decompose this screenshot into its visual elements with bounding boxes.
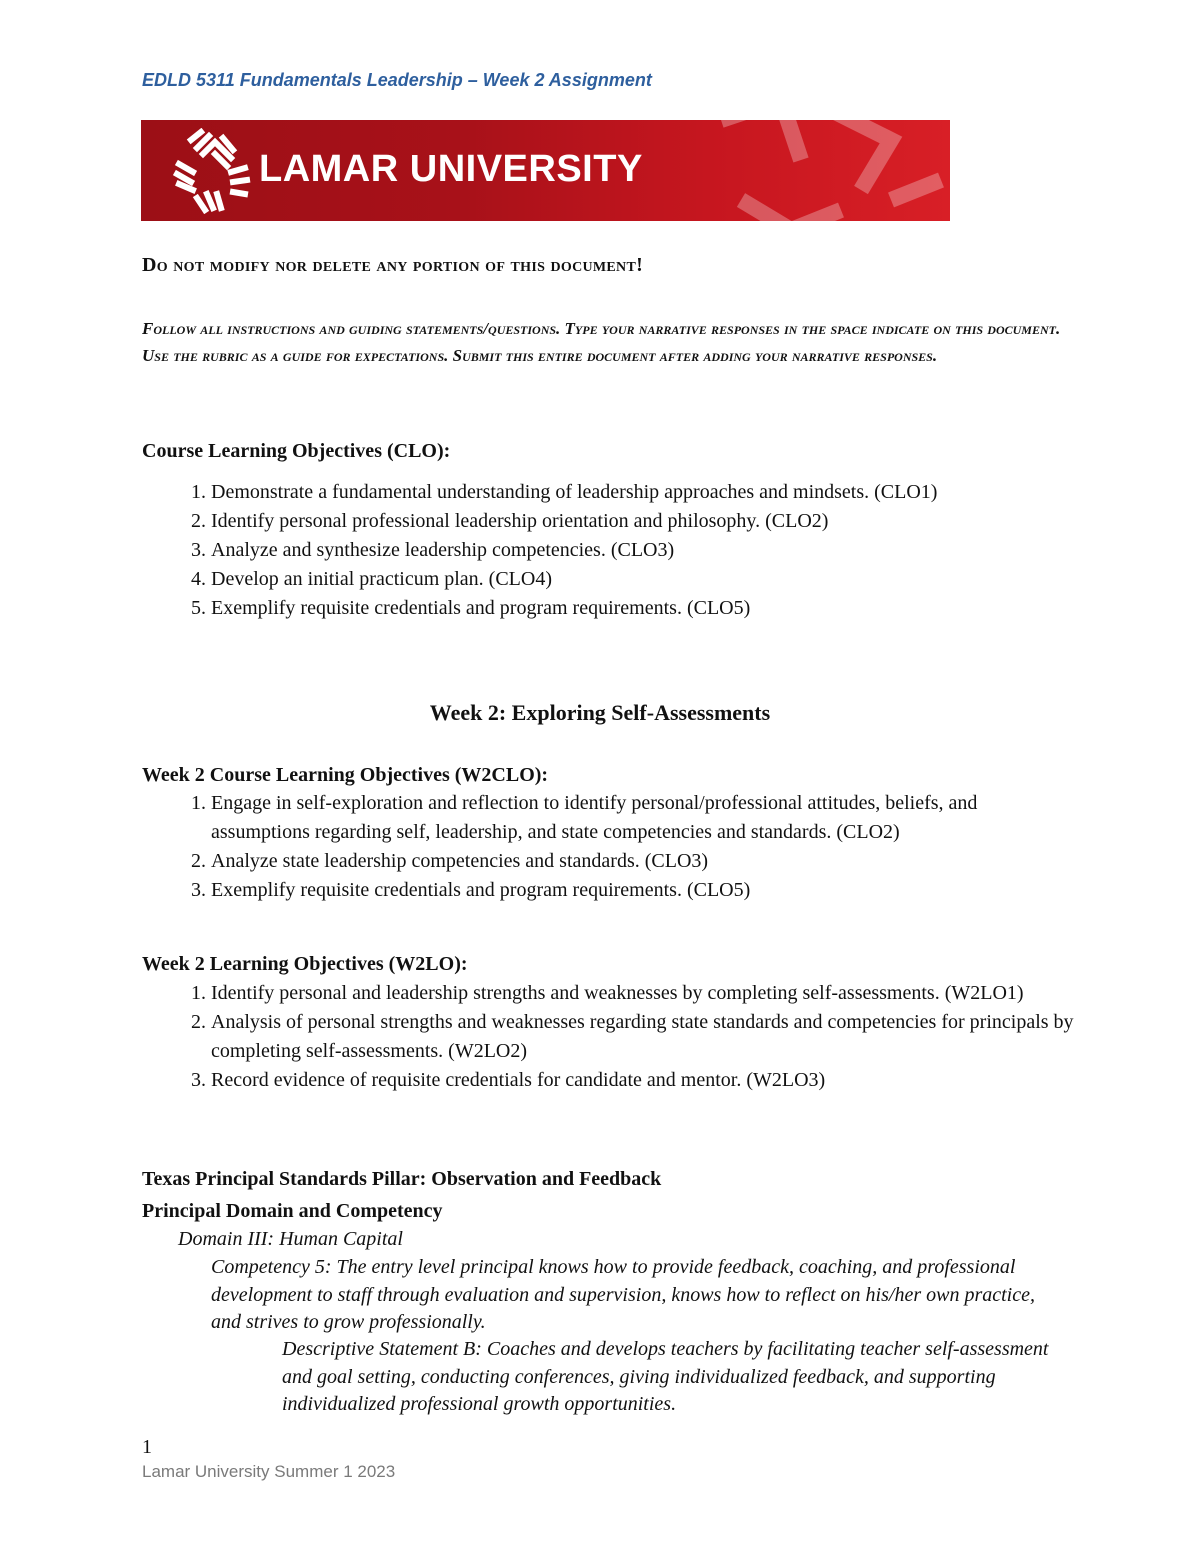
list-item: 3. Record evidence of requisite credentials for candidate and mentor. (W2LO3)	[211, 1066, 1081, 1095]
descriptive-statement: Descriptive Statement B: Coaches and develops teachers by facilitating teacher self-assessment and goal setting, conducting conferences, giving individualized feedback, and supporting individualized professional growth opportunities.	[282, 1338, 1049, 1415]
list-item: 2. Identify personal professional leadership orientation and philosophy. (CLO2)	[211, 507, 1081, 536]
clo-list	[142, 478, 1081, 623]
competency-statement: Competency 5: The entry level principal knows how to provide feedback, coaching, and professional development to staff through evaluation and supervision, knows how to reflect on his/her own practice, and strives to grow professionally.	[211, 1256, 1035, 1333]
university-wordmark: LAMAR UNIVERSITY	[259, 148, 643, 190]
instructions-text: Follow all instructions and guiding statements/questions. Type your narrative responses in the space indicate on this document. Use the rubric as a guide for expectations. Submit this entire document after adding your narrative responses.	[142, 319, 1061, 365]
list-item: 1. Engage in self-exploration and reflection to identify personal/professional attitudes, beliefs, and assumptions regarding self, leadership, and state competencies and standards. (CLO2)	[211, 789, 1081, 847]
document-header-title: EDLD 5311 Fundamentals Leadership – Week 2 Assignment	[142, 70, 652, 90]
footer-text: Lamar University Summer 1 2023	[142, 1462, 396, 1481]
list-item: 1. Identify personal and leadership strengths and weaknesses by completing self-assessments. (W2LO1)	[211, 979, 1081, 1008]
warning-notice: Do not modify nor delete any portion of this document!	[142, 254, 644, 276]
w2clo-list	[142, 789, 1081, 905]
list-item: 1. Demonstrate a fundamental understanding of leadership approaches and mindsets. (CLO1)	[211, 478, 1081, 507]
banner-watermark-star-icon	[661, 120, 950, 221]
domain-name: Domain III: Human Capital	[178, 1228, 403, 1250]
list-item: 3. Analyze and synthesize leadership competencies. (CLO3)	[211, 536, 1081, 565]
list-item: 2. Analysis of personal strengths and weaknesses regarding state standards and competencies for principals by completing self-assessments. (W2LO2)	[211, 1008, 1081, 1066]
standards-pillar: Texas Principal Standards Pillar: Observation and Feedback	[142, 1168, 662, 1190]
list-item: 5. Exemplify requisite credentials and program requirements. (CLO5)	[211, 594, 1081, 623]
lamar-star-logo-icon	[171, 128, 253, 214]
university-banner	[141, 120, 950, 221]
week-title: Week 2: Exploring Self-Assessments	[429, 700, 771, 725]
w2lo-list	[142, 979, 1081, 1095]
w2lo-heading: Week 2 Learning Objectives (W2LO):	[142, 953, 468, 975]
list-item: 2. Analyze state leadership competencies and standards. (CLO3)	[211, 847, 1081, 876]
w2clo-heading: Week 2 Course Learning Objectives (W2CLO):	[142, 764, 549, 786]
domain-competency-heading: Principal Domain and Competency	[142, 1200, 443, 1222]
list-item: 3. Exemplify requisite credentials and program requirements. (CLO5)	[211, 876, 1081, 905]
list-item: 4. Develop an initial practicum plan. (CLO4)	[211, 565, 1081, 594]
page-number: 1	[142, 1436, 152, 1458]
clo-heading: Course Learning Objectives (CLO):	[142, 440, 451, 462]
